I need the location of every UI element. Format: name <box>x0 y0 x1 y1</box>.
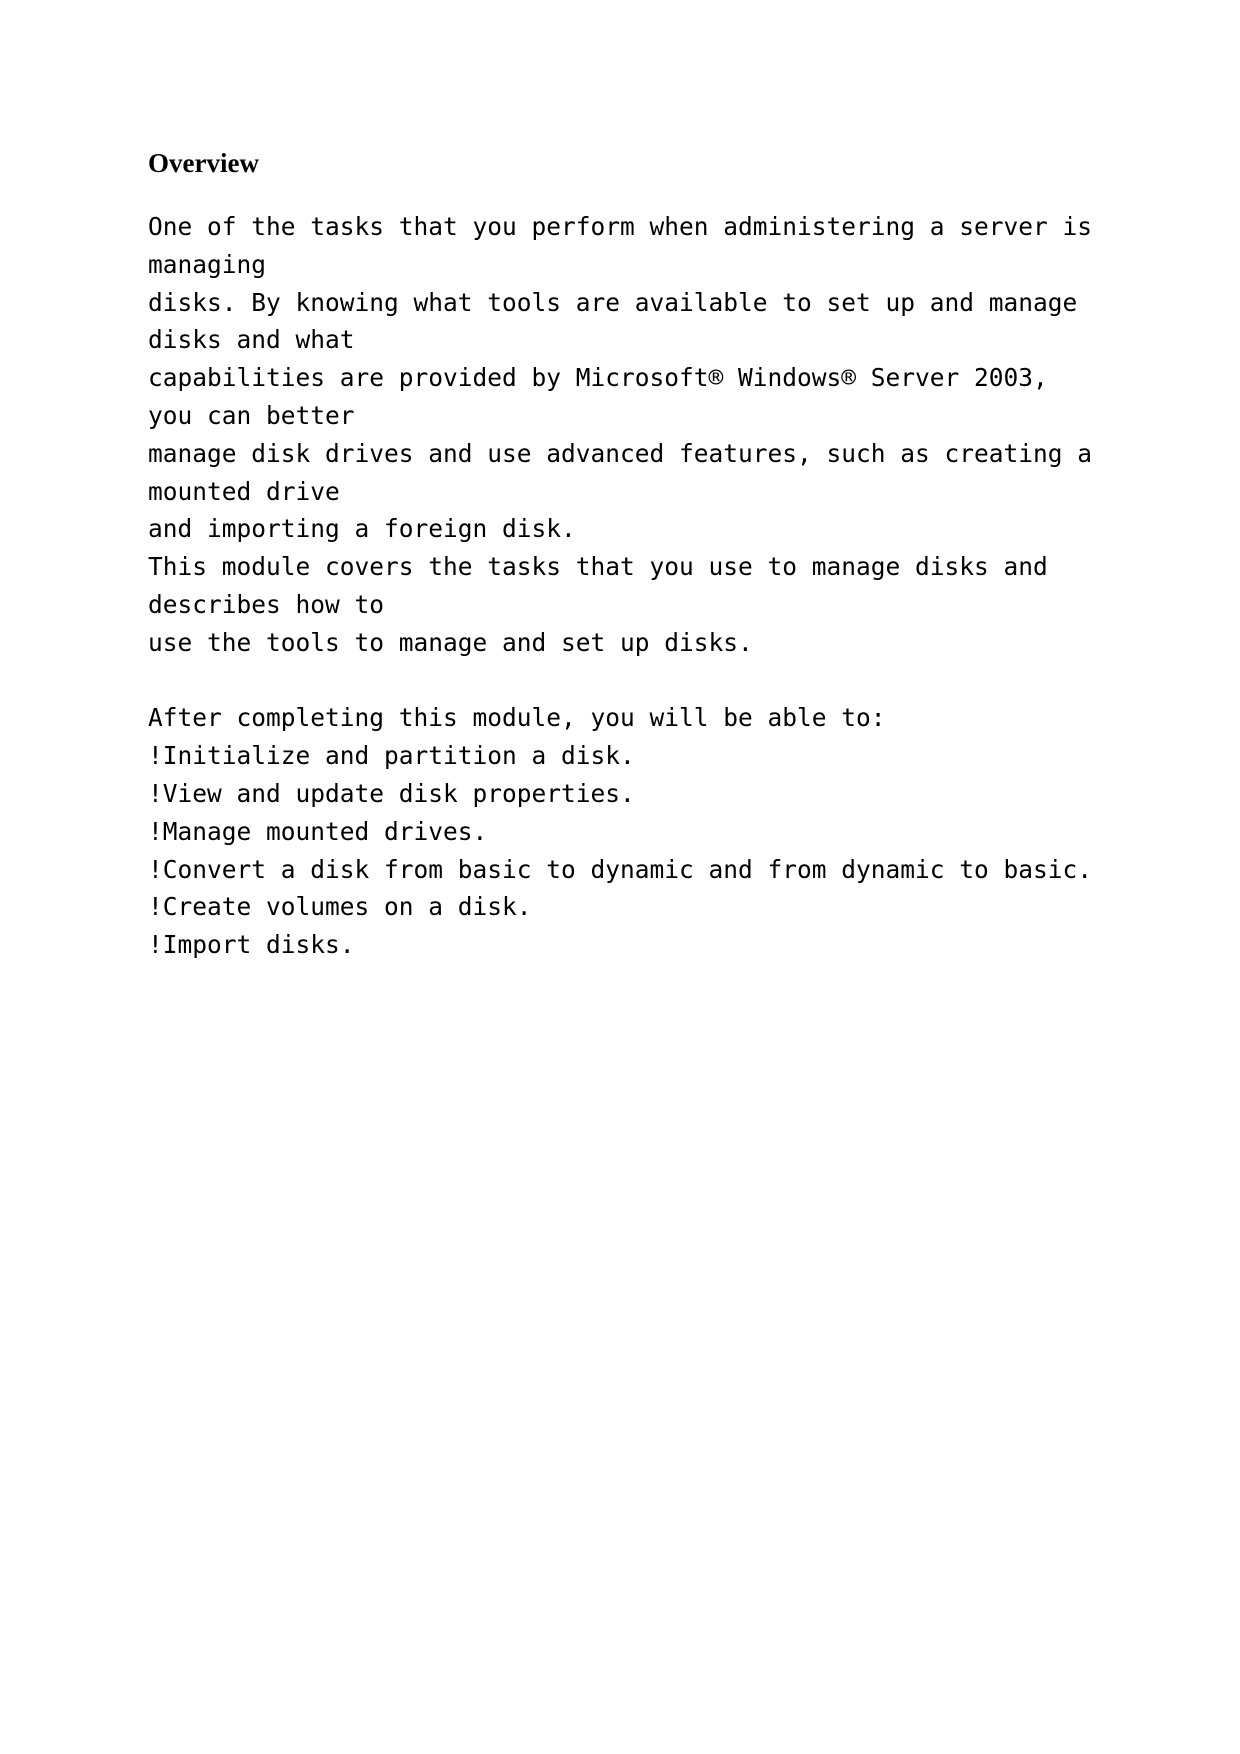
intro-line: you can better <box>148 400 355 430</box>
intro-line: and importing a foreign disk. <box>148 514 576 544</box>
intro-line: use the tools to manage and set up disks. <box>148 627 753 657</box>
intro-line: managing <box>148 249 267 279</box>
intro-line: mounted drive <box>148 476 340 506</box>
objective-item: !Import disks. <box>148 930 355 960</box>
objectives-intro: After completing this module, you will be able to: <box>148 703 886 733</box>
objective-item: !Initialize and partition a disk. <box>148 741 635 771</box>
paragraph-break <box>148 662 1128 700</box>
intro-line: capabilities are provided by Microsoft® Windows® Server 2003, <box>148 363 1048 393</box>
intro-line: disks and what <box>148 325 355 355</box>
intro-line: This module covers the tasks that you use to manage disks and <box>148 552 1048 582</box>
intro-line: manage disk drives and use advanced features, such as creating a <box>148 438 1093 468</box>
page-title: Overview <box>148 148 259 178</box>
intro-line: describes how to <box>148 589 385 619</box>
objective-item: !View and update disk properties. <box>148 778 635 808</box>
intro-line: disks. By knowing what tools are available to set up and manage <box>148 287 1078 317</box>
objective-item: !Manage mounted drives. <box>148 816 488 846</box>
objective-item: !Convert a disk from basic to dynamic and from dynamic to basic. <box>148 854 1093 884</box>
objective-item: !Create volumes on a disk. <box>148 892 532 922</box>
document-body <box>148 208 1128 964</box>
intro-line: One of the tasks that you perform when administering a server is <box>148 212 1093 241</box>
